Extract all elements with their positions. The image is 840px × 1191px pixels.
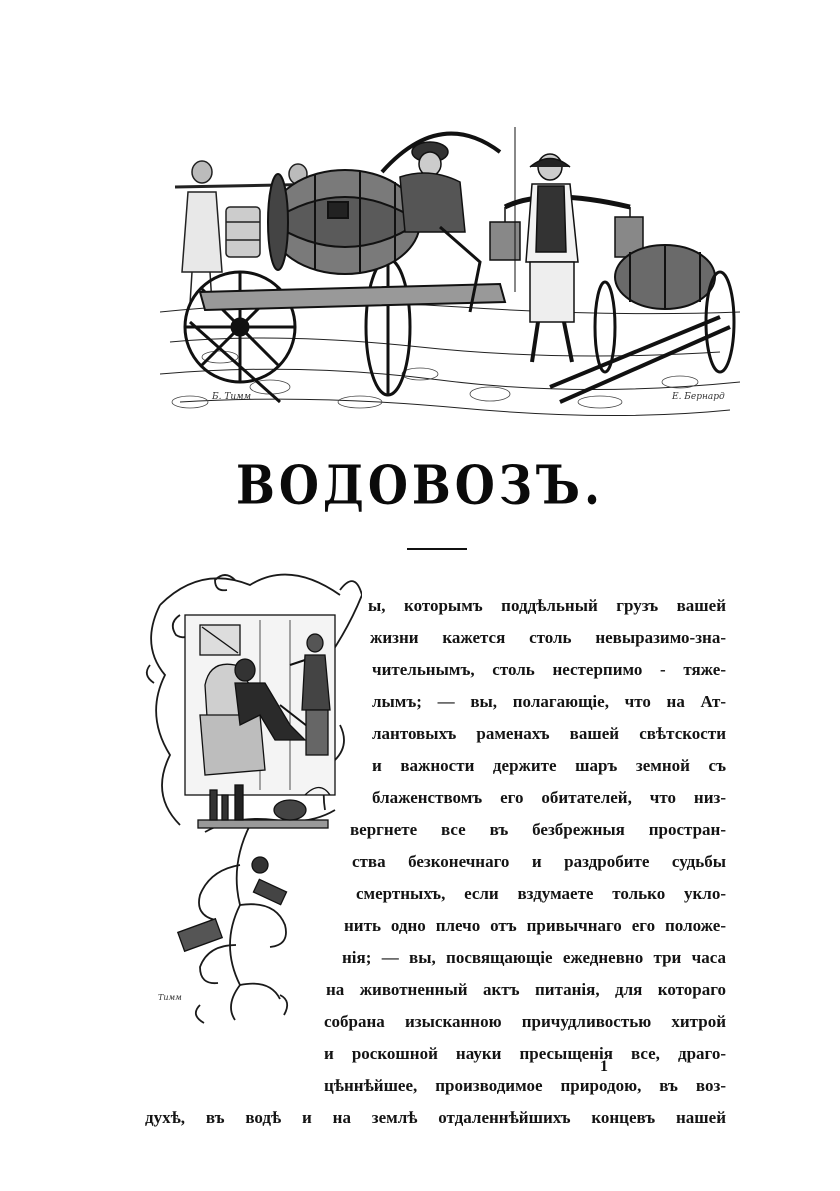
ornamental-initial-vignette bbox=[140, 565, 362, 1025]
text-line: собрана изысканною причудливостью хитрой bbox=[324, 1012, 726, 1031]
page-number: 1 bbox=[600, 1058, 608, 1075]
text-line: лантовыхъ раменахъ вашей свѣтскости bbox=[372, 724, 726, 743]
engraver-signature-right: Е. Бернард bbox=[672, 392, 725, 402]
water-carrier-engraving-icon bbox=[160, 112, 740, 420]
chapter-title: ВОДОВОЗЪ. bbox=[235, 453, 605, 517]
text-line: ы, которымъ поддѣльный грузъ вашей bbox=[368, 596, 726, 615]
text-line: цѣннѣйшее, производимое природою, въ воз- bbox=[324, 1076, 726, 1095]
text-line: смертныхъ, если вздумаете только укло- bbox=[356, 884, 726, 903]
text-line: жизни кажется столь невыразимо-зна- bbox=[370, 628, 726, 647]
text-line: чительнымъ, столь нестерпимо - тяже- bbox=[372, 660, 726, 679]
text-line: на животненный актъ питанія, для котораго bbox=[326, 980, 726, 999]
text-line: ства безконечнаго и раздробите судьбы bbox=[352, 852, 726, 871]
top-engraving bbox=[160, 112, 740, 420]
engraver-signature-left: Б. Тимм bbox=[212, 392, 252, 402]
text-line: блаженствомъ его обитателей, что низ- bbox=[372, 788, 726, 807]
text-line: вергнете все въ безбрежныя простран- bbox=[350, 820, 726, 839]
text-line: и важности держите шаръ земной съ bbox=[372, 756, 726, 775]
text-line: нить одно плечо отъ привычнаго его положе- bbox=[344, 916, 726, 935]
ornamental-vignette-icon bbox=[140, 565, 362, 1025]
text-line: духѣ, въ водѣ и на землѣ отдаленнѣйшихъ концевъ нашей bbox=[145, 1108, 726, 1127]
text-line: нія; — вы, посвящающіе ежедневно три часа bbox=[342, 948, 726, 967]
text-line: и роскошной науки пресыщенія все, драго- bbox=[324, 1044, 726, 1063]
text-line: лымъ; — вы, полагающіе, что на Ат- bbox=[372, 692, 726, 711]
vignette-signature: Тимм bbox=[158, 993, 182, 1002]
title-divider bbox=[407, 548, 467, 550]
